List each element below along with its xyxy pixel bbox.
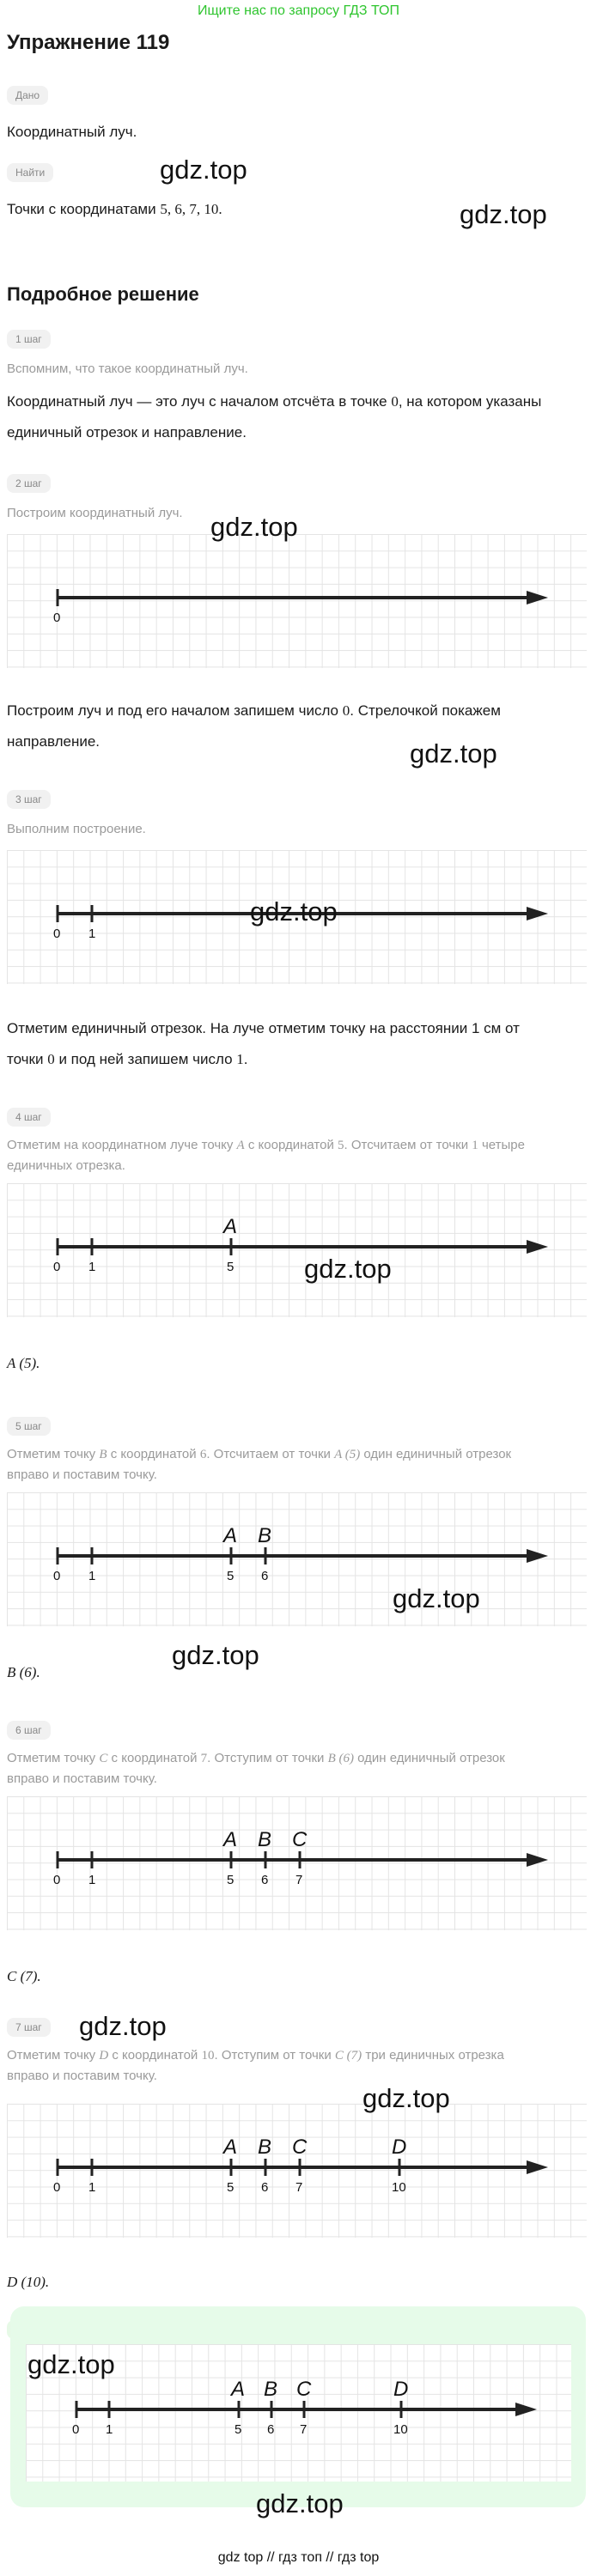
step6-from: B (6) [327, 1752, 354, 1765]
step2-text-b: . Стрелочкой покажем [350, 702, 501, 719]
step5-point-b: B [258, 1524, 272, 1547]
watermark: gdz.top [256, 2488, 344, 2518]
step3-end: . [243, 1051, 248, 1067]
step3-text [7, 1013, 591, 1075]
step7-label-1: 1 [88, 2180, 96, 2195]
step2-figure [7, 534, 587, 668]
step4-from: 1 [472, 1139, 478, 1152]
step2-label-0: 0 [53, 611, 61, 625]
find-text-prefix: Точки с координатами [7, 201, 156, 217]
step5-val: 6 [199, 1448, 207, 1461]
step2-text-c: направление. [7, 733, 101, 750]
step7-hint [7, 2045, 591, 2087]
answer-point-d: D [393, 2378, 409, 2401]
step3-arrow [527, 907, 548, 920]
step6-chip-label: 6 шаг [7, 1721, 51, 1740]
step7-hint-e: вправо и поставим точку. [7, 2069, 157, 2083]
find-text [7, 194, 222, 225]
step5-arrow [527, 1549, 548, 1563]
answer-label-1: 1 [106, 2422, 113, 2437]
step1-chip [7, 330, 51, 349]
step4-chip [7, 1108, 51, 1127]
step4-figure [7, 1183, 587, 1317]
step5-chip-label: 5 шаг [7, 1417, 51, 1436]
step7-label-0: 0 [53, 2180, 61, 2195]
answer-arrow [515, 2403, 537, 2416]
answer-point-b: B [264, 2378, 278, 2401]
page-title: Упражнение 119 [7, 31, 170, 54]
step6-label-6: 6 [261, 1873, 269, 1887]
step3-text-b: точки [7, 1051, 44, 1067]
step6-point-c: C [292, 1828, 308, 1851]
answer-point-a: A [231, 2378, 246, 2401]
answer-label-5: 5 [235, 2422, 242, 2437]
step7-chip-label: 7 шаг [7, 2018, 51, 2037]
step1-text [7, 386, 591, 448]
step6-label-0: 0 [53, 1873, 61, 1887]
step5-hint [7, 1444, 591, 1485]
step2-arrow [527, 591, 548, 605]
step7-label-5: 5 [227, 2180, 235, 2195]
step7-arrow [527, 2160, 548, 2174]
footer: gdz top // гдз топ // гдз top [217, 2550, 380, 2565]
step6-label-1: 1 [88, 1873, 96, 1887]
step4-hint-c: . Отсчитаем от точки [344, 1138, 469, 1152]
watermark: gdz.top [362, 2083, 450, 2113]
step4-hint-d: четыре [481, 1138, 525, 1152]
step7-point-c: C [292, 2136, 308, 2159]
step7-figure [7, 2104, 587, 2238]
step2-hint: Построим координатный луч. [7, 506, 183, 520]
answer-point-c: C [296, 2378, 312, 2401]
watermark: gdz.top [250, 896, 338, 927]
step4-label-5: 5 [227, 1260, 235, 1274]
watermark: gdz.top [393, 1583, 480, 1613]
step7-label-6: 6 [261, 2180, 269, 2195]
step4-hint-e: единичных отрезка. [7, 1158, 125, 1173]
answer-label-6: 6 [267, 2422, 275, 2437]
step4-chip-label: 4 шаг [7, 1108, 51, 1127]
step6-axis-svg [7, 1796, 587, 1930]
watermark: gdz.top [410, 738, 497, 769]
step7-point-a: A [223, 2136, 238, 2159]
watermark: gdz.top [210, 512, 298, 542]
step6-label-7: 7 [295, 1873, 303, 1887]
step7-hint-c: . Отступим от точки [214, 2048, 332, 2063]
step1-text-b: , на котором указаны [398, 393, 542, 410]
step2-zero: 0 [342, 702, 350, 719]
given-chip [7, 86, 48, 105]
step1-text-c: единичный отрезок и направление. [7, 424, 247, 440]
step1-chip-label: 1 шаг [7, 330, 51, 349]
step6-label-5: 5 [227, 1873, 235, 1887]
step5-point-a: A [223, 1524, 238, 1547]
step3-zero: 0 [47, 1051, 55, 1067]
watermark: gdz.top [172, 1640, 259, 1670]
step4-result: A (5). [7, 1355, 40, 1371]
step7-axis-svg [7, 2104, 587, 2238]
step5-hint-b: с координатой [110, 1447, 197, 1461]
step6-hint-a: Отметим точку [7, 1751, 96, 1765]
step6-point-a: A [223, 1828, 238, 1851]
step5-hint-e: вправо и поставим точку. [7, 1467, 157, 1482]
answer-label-10: 10 [393, 2422, 408, 2437]
step7-point-b: B [258, 2136, 272, 2159]
watermark: gdz.top [27, 2349, 115, 2379]
watermark: gdz.top [160, 155, 247, 185]
step2-chip-label: 2 шаг [7, 474, 51, 493]
step5-label-5: 5 [227, 1569, 235, 1583]
step5-label-0: 0 [53, 1569, 61, 1583]
watermark: gdz.top [79, 2011, 167, 2041]
step1-hint: Вспомним, что такое координатный луч. [7, 361, 248, 376]
step6-hint-b: с координатой [111, 1751, 198, 1765]
step3-chip-label: 3 шаг [7, 790, 51, 809]
step3-label-0: 0 [53, 927, 61, 941]
step5-from: A (5) [334, 1448, 361, 1461]
step5-label-6: 6 [261, 1569, 269, 1583]
step5-hint-d: один единичный отрезок [363, 1447, 512, 1461]
step6-chip [7, 1721, 51, 1740]
step7-var: D [99, 2049, 109, 2063]
step5-hint-c: . Отсчитаем от точки [206, 1447, 331, 1461]
step3-hint: Выполним построение. [7, 822, 146, 836]
step7-val: 10 [201, 2049, 215, 2063]
step7-hint-d: три единичных отрезка [365, 2048, 504, 2063]
step7-point-d: D [392, 2136, 407, 2159]
step2-text-a: Построим луч и под его началом запишем число [7, 702, 339, 719]
given-text: Координатный луч. [7, 124, 137, 140]
step5-hint-a: Отметим точку [7, 1447, 96, 1461]
step1-zero: 0 [391, 393, 399, 410]
step5-var: B [99, 1448, 107, 1461]
step7-hint-a: Отметим точку [7, 2048, 96, 2063]
step3-one: 1 [236, 1051, 244, 1067]
step2-chip [7, 474, 51, 493]
watermark: gdz.top [304, 1254, 392, 1284]
step4-val: 5 [338, 1139, 344, 1152]
top-banner[interactable]: Ищите нас по запросу ГДЗ ТОП [198, 3, 399, 18]
step5-result: B (6). [7, 1664, 40, 1680]
step6-val: 7 [200, 1752, 208, 1765]
step4-label-0: 0 [53, 1260, 61, 1274]
solution-title: Подробное решение [7, 283, 199, 305]
step4-axis-svg [7, 1183, 587, 1317]
step4-label-1: 1 [88, 1260, 96, 1274]
step5-axis-svg [7, 1492, 587, 1626]
watermark: gdz.top [460, 199, 547, 229]
step7-label-7: 7 [295, 2180, 303, 2195]
step3-text-c: и под ней запишем число [58, 1051, 233, 1067]
step5-label-1: 1 [88, 1569, 96, 1583]
step6-point-b: B [258, 1828, 272, 1851]
find-chip-label: Найти [7, 163, 53, 182]
step6-var: C [99, 1752, 108, 1765]
step6-hint [7, 1748, 591, 1789]
answer-label-7: 7 [300, 2422, 308, 2437]
step1-text-a: Координатный луч — это луч с началом отсчёта в точке [7, 393, 387, 410]
step6-result: C (7). [7, 1968, 41, 1984]
step7-chip [7, 2018, 51, 2037]
step6-hint-c: . Отступим от точки [207, 1751, 325, 1765]
step4-arrow [527, 1240, 548, 1254]
step3-chip [7, 790, 51, 809]
step2-axis-svg [7, 534, 587, 668]
step7-result: D (10). [7, 2274, 50, 2290]
find-chip [7, 163, 53, 182]
step4-hint-a: Отметим на координатном луче точку [7, 1138, 234, 1152]
answer-label-0: 0 [72, 2422, 80, 2437]
step4-point-a: A [223, 1215, 238, 1238]
step4-var: A [236, 1139, 245, 1152]
step6-figure [7, 1796, 587, 1930]
step5-figure [7, 1492, 587, 1626]
step6-hint-d: один единичный отрезок [357, 1751, 505, 1765]
step6-hint-e: вправо и поставим точку. [7, 1771, 157, 1786]
step3-text-a: Отметим единичный отрезок. На луче отметим точку на расстоянии 1 см от [7, 1020, 520, 1036]
step4-hint [7, 1135, 591, 1176]
step7-from: C (7) [334, 2049, 362, 2063]
step5-chip [7, 1417, 51, 1436]
find-values: 5, 6, 7, 10. [160, 201, 222, 217]
step6-arrow [527, 1853, 548, 1867]
step7-label-10: 10 [392, 2180, 406, 2195]
given-chip-label: Дано [7, 86, 48, 105]
step2-text [7, 696, 591, 757]
step3-label-1: 1 [88, 927, 96, 941]
step7-hint-b: с координатой [112, 2048, 198, 2063]
step4-hint-b: с координатой [247, 1138, 334, 1152]
